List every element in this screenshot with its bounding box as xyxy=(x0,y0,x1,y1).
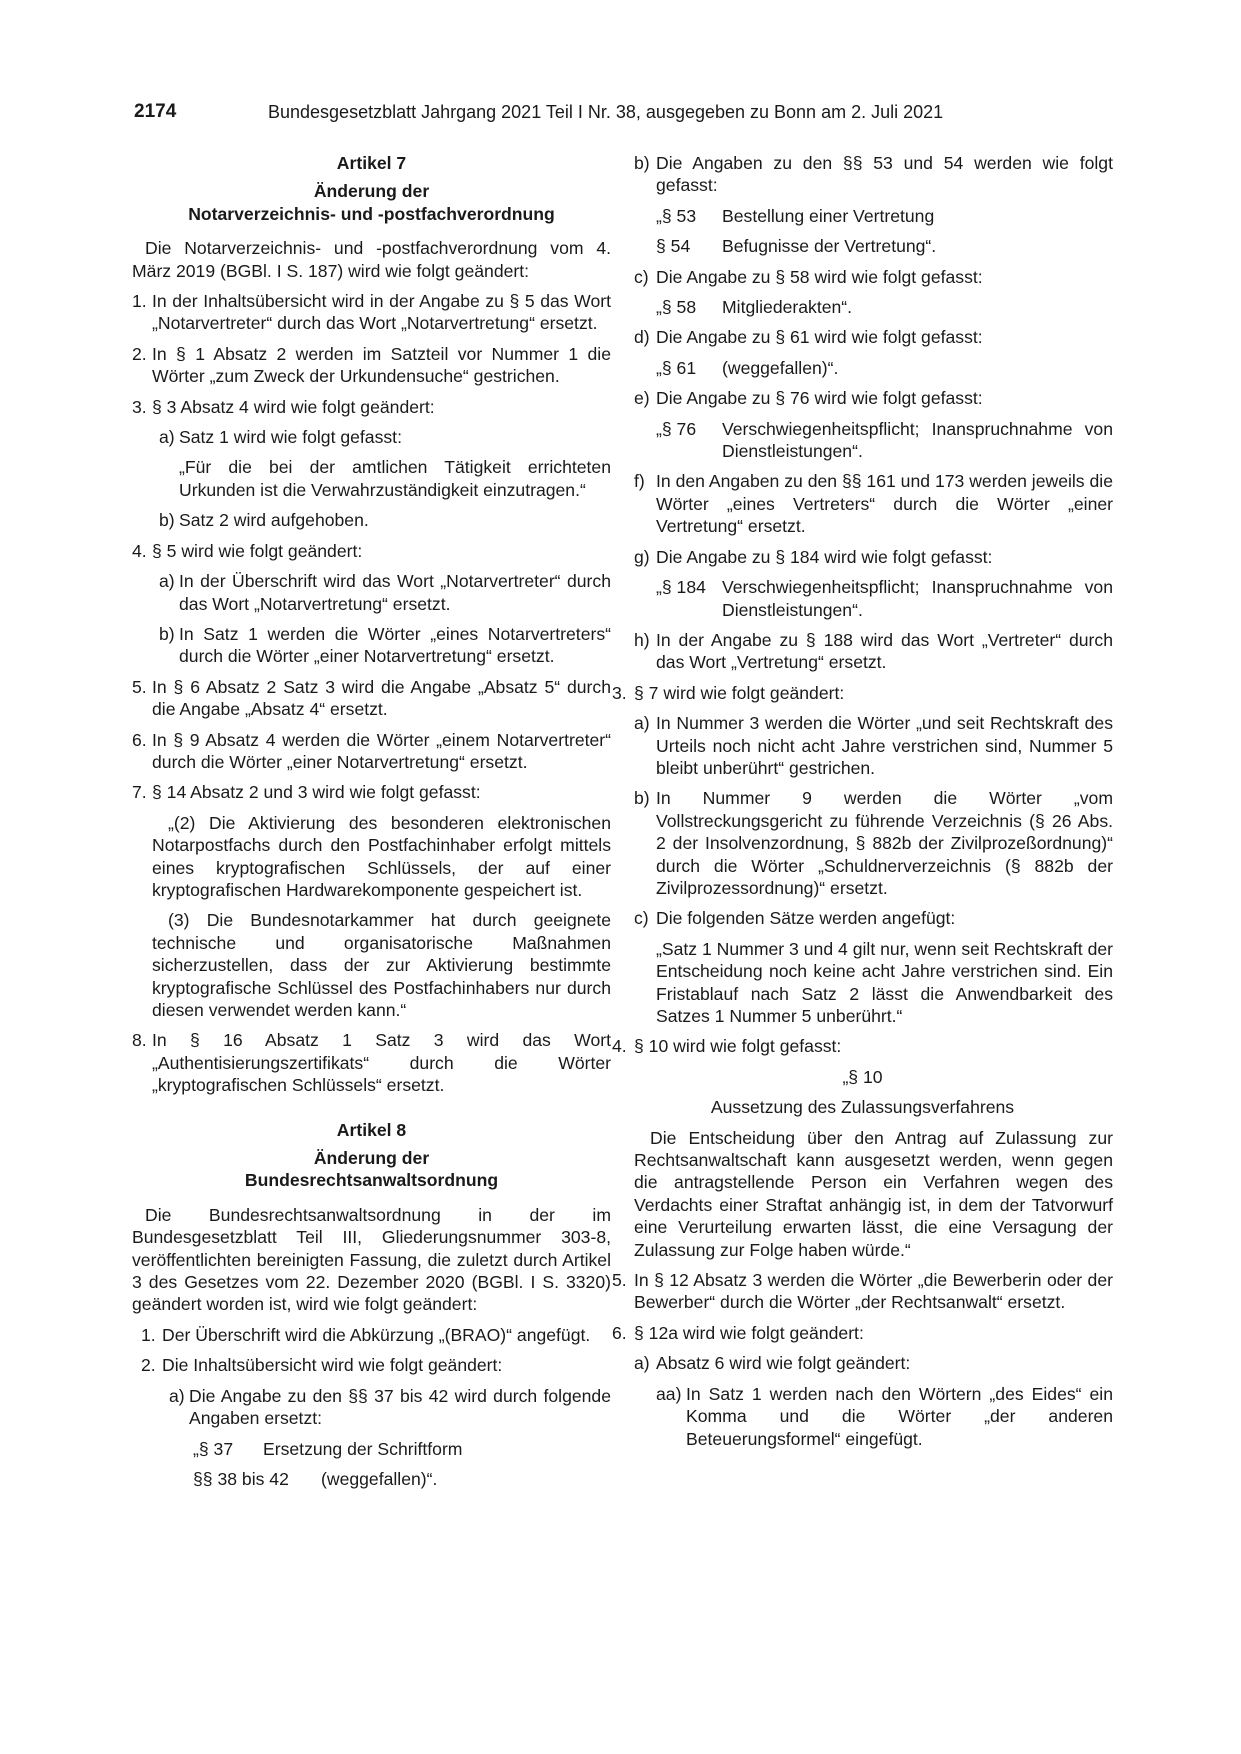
article-7-title: Artikel 7 xyxy=(336,153,407,173)
list-number: 8. xyxy=(132,1030,147,1051)
sub-list-item xyxy=(634,546,1113,568)
sub-sub-list-text: In Satz 1 werden nach den Wörtern „des Eides“ ein Komma und die Wörter „der anderen Beteuerungsformel“ eingefügt. xyxy=(686,1383,1113,1449)
list-number: 3. xyxy=(612,682,627,703)
list-text: § 3 Absatz 4 wird wie folgt geändert: xyxy=(152,396,435,417)
section-ref: §§ 38 bis 42 xyxy=(193,1468,289,1489)
list-item xyxy=(132,343,611,388)
list-text: § 7 wird wie folgt geändert: xyxy=(634,682,845,703)
table-row xyxy=(634,576,1113,621)
section-title: (weggefallen)“. xyxy=(321,1468,438,1489)
page-number: 2174 xyxy=(134,101,177,122)
sub-list-item xyxy=(634,787,1113,899)
right-column xyxy=(612,152,1113,1458)
list-item xyxy=(612,682,1113,704)
list-number: 6. xyxy=(132,729,147,750)
sub-list-item xyxy=(634,152,1113,197)
list-number: 1. xyxy=(132,291,147,312)
sub-list-item xyxy=(132,623,611,668)
sub-list-letter: e) xyxy=(634,388,650,409)
section-ref: „§ 184 xyxy=(656,577,706,598)
sub-list-letter: b) xyxy=(159,623,175,644)
list-number: 5. xyxy=(612,1270,627,1291)
list-text: § 10 wird wie folgt gefasst: xyxy=(634,1036,842,1057)
section-body: Die Entscheidung über den Antrag auf Zulassung zur Rechtsanwaltschaft kann ausgesetzt werden, wenn gegen die antragstellende Person ein Verfahren wegen des Verdachts einer Straftat anhängig ist, in dem der Tatvorwurf eine Verurteilung erwarten lässt, die eine Versagung der Zulassung zur Folge haben würde.“ xyxy=(634,1127,1113,1260)
list-item xyxy=(132,1029,611,1096)
section-title: Ersetzung der Schriftform xyxy=(263,1438,463,1459)
article-8-subtitle xyxy=(132,1147,611,1192)
list-number: 2. xyxy=(141,1355,156,1376)
list-number: 6. xyxy=(612,1322,627,1343)
article-8-subtitle-line2: Bundesrechtsanwaltsordnung xyxy=(244,1170,499,1191)
section-title: Bestellung einer Vertretung xyxy=(722,205,935,226)
sub-list-letter: c) xyxy=(634,908,649,929)
section-ref: „§ 37 xyxy=(193,1438,234,1459)
list-text: Die Inhaltsübersicht wird wie folgt geändert: xyxy=(162,1355,503,1376)
sub-list-item xyxy=(132,1385,611,1430)
list-item xyxy=(612,1035,1113,1057)
section-ref: § 54 xyxy=(656,236,691,257)
list-number: 3. xyxy=(132,396,147,417)
article-8-title: Artikel 8 xyxy=(336,1119,407,1140)
list-item xyxy=(612,1269,1113,1314)
sub-list-letter: c) xyxy=(634,266,649,287)
section-ref: „§ 76 xyxy=(656,418,697,439)
sub-list-text: Die Angabe zu § 58 wird wie folgt gefasst: xyxy=(656,266,983,287)
list-text: § 5 wird wie folgt geändert: xyxy=(152,540,363,561)
list-item xyxy=(132,1354,611,1376)
list-text: In § 9 Absatz 4 werden die Wörter „einem Notarvertreter“ durch die Wörter „einer Notarvertretung“ ersetzt. xyxy=(152,729,611,772)
list-item xyxy=(132,1324,611,1346)
sub-sub-list-item xyxy=(634,1383,1113,1450)
sub-list-item xyxy=(132,570,611,615)
list-item xyxy=(132,676,611,721)
article-8-intro: Die Bundesrechtsanwaltsordnung in der im Bundesgesetzblatt Teil III, Gliederungsnummer 303-8, veröffentlichten bereinigten Fassung, die zuletzt durch Artikel 3 des Gesetzes vom 22. Dezember 2020 (BGBl. I S. 3320) geändert worden ist, wird wie folgt geändert: xyxy=(132,1204,611,1315)
table-row xyxy=(634,418,1113,463)
article-7-subtitle-line2: Notarverzeichnis- und -postfachverordnung xyxy=(188,203,555,224)
table-row xyxy=(634,296,1113,318)
list-text: In § 12 Absatz 3 werden die Wörter „die Bewerberin oder der Bewerber“ durch die Wörter „der Rechtsanwalt“ ersetzt. xyxy=(634,1270,1113,1313)
sub-list-letter: a) xyxy=(159,571,175,592)
article-7-subtitle xyxy=(132,180,611,225)
list-number: 4. xyxy=(612,1036,627,1057)
sub-list-letter: f) xyxy=(634,471,645,492)
list-item xyxy=(132,729,611,774)
sub-list-letter: g) xyxy=(634,546,650,567)
sub-list-text: Die folgenden Sätze werden angefügt: xyxy=(656,908,956,929)
sub-list-text: Die Angaben zu den §§ 53 und 54 werden wie folgt gefasst: xyxy=(656,153,1113,196)
sub-list-item xyxy=(634,907,1113,929)
list-number: 2. xyxy=(132,343,147,364)
sub-list-text: Die Angabe zu § 184 wird wie folgt gefasst: xyxy=(656,546,993,567)
list-item xyxy=(132,540,611,562)
list-text: In § 1 Absatz 2 werden im Satzteil vor Nummer 1 die Wörter „zum Zweck der Urkundensuche“ gestrichen. xyxy=(152,343,611,387)
sub-list-text: In Nummer 9 werden die Wörter „vom Vollstreckungsgericht zu führende Verzeichnis (§ 26 Abs. 2 der Insolvenzordnung, § 882b der Zivilprozeßordnung)“ durch die Wörter „Schuldnerverzeichnis (§ 882b der Zivilprozessordnung)“ ersetzt. xyxy=(656,788,1113,898)
sub-list-text: In Satz 1 werden die Wörter „eines Notarvertreters“ durch die Wörter „einer Notarvertretung“ ersetzt. xyxy=(179,623,611,667)
sub-list-letter: b) xyxy=(159,510,175,531)
article-7-intro: Die Notarverzeichnis- und -postfachverordnung vom 4. März 2019 (BGBl. I S. 187) wird wie folgt geändert: xyxy=(132,238,611,281)
running-header: Bundesgesetzblatt Jahrgang 2021 Teil I Nr. 38, ausgegeben zu Bonn am 2. Juli 2021 xyxy=(268,102,944,122)
section-ref: „§ 58 xyxy=(656,297,697,318)
sub-list-item xyxy=(634,712,1113,779)
sub-list-letter: h) xyxy=(634,629,650,650)
sub-list-item xyxy=(132,426,611,448)
sub-list-item xyxy=(634,629,1113,674)
sub-list-item xyxy=(634,266,1113,288)
sub-list-letter: d) xyxy=(634,327,650,348)
sub-list-text: Die Angabe zu den §§ 37 bis 42 wird durch folgende Angaben ersetzt: xyxy=(189,1385,611,1429)
article-8-subtitle-line1: Änderung der xyxy=(313,1148,430,1169)
sub-list-text: In Nummer 3 werden die Wörter „und seit Rechtskraft des Urteils noch nicht acht Jahre verstrichen sind, Nummer 5 bleibt unberührt“ gestrichen. xyxy=(656,713,1113,778)
article-7-subtitle-line1: Änderung der xyxy=(313,181,430,202)
section-heading: Aussetzung des Zulassungsverfahrens xyxy=(710,1097,1015,1118)
sub-list-letter: a) xyxy=(634,713,650,734)
section-title: Verschwiegenheitspflicht; Inanspruchnahme von Dienstleistungen“. xyxy=(722,577,1113,620)
list-text: In der Inhaltsübersicht wird in der Angabe zu § 5 das Wort „Notarvertreter“ durch das Wort „Notarvertretung“ ersetzt. xyxy=(152,291,611,334)
sub-list-item xyxy=(634,387,1113,409)
list-item xyxy=(132,396,611,418)
sub-list-letter: a) xyxy=(634,1353,650,1374)
sub-list-text: In der Überschrift wird das Wort „Notarvertreter“ durch das Wort „Notarvertretung“ ersetzt. xyxy=(179,571,611,614)
sub-list-item xyxy=(634,470,1113,537)
list-text: In § 6 Absatz 2 Satz 3 wird die Angabe „Absatz 5“ durch die Angabe „Absatz 4“ ersetzt. xyxy=(152,676,611,720)
list-text: In § 16 Absatz 1 Satz 3 wird das Wort „Authentisierungszertifikats“ durch die Wörter „kryptografischen Schlüssels“ ersetzt. xyxy=(152,1030,611,1096)
list-item xyxy=(612,1322,1113,1344)
list-number: 1. xyxy=(141,1324,156,1345)
section-ref: „§ 53 xyxy=(656,205,697,226)
list-number: 5. xyxy=(132,676,147,697)
sub-list-letter: b) xyxy=(634,153,650,173)
list-number: 4. xyxy=(132,540,147,561)
list-text: § 14 Absatz 2 und 3 wird wie folgt gefasst: xyxy=(152,782,481,803)
table-row xyxy=(132,1438,611,1460)
list-text: § 12a wird wie folgt geändert: xyxy=(634,1322,864,1343)
sub-list-letter: a) xyxy=(169,1385,185,1406)
list-text: Der Überschrift wird die Abkürzung „(BRAO)“ angefügt. xyxy=(162,1324,591,1345)
table-row xyxy=(634,235,1113,257)
list-item xyxy=(132,781,611,803)
sub-list-text: In den Angaben zu den §§ 161 und 173 werden jeweils die Wörter „eines Vertreters“ durch die Wörter „einer Vertretung“ ersetzt. xyxy=(656,471,1113,537)
quoted-text: „Satz 1 Nummer 3 und 4 gilt nur, wenn seit Rechtskraft der Entscheidung noch keine acht Jahre verstrichen sind. Ein Fristablauf nach Satz 2 lässt die Anwendbarkeit des Satzes 1 Nummer 5 unberührt.“ xyxy=(656,938,1113,1026)
table-row xyxy=(634,205,1113,227)
sub-list-letter: a) xyxy=(159,427,175,448)
quoted-paragraph: (3) Die Bundesnotarkammer hat durch geeignete technische und organisatorische Maßnahmen sicherzustellen, dass der zur Aktivierung bestimmte kryptografische Schlüssel des Postfachinhabers nur durch diesen verwendet werden kann.“ xyxy=(152,910,611,1020)
sub-list-text: Satz 2 wird aufgehoben. xyxy=(179,510,369,531)
sub-list-item xyxy=(634,326,1113,348)
section-ref: „§ 61 xyxy=(656,357,697,378)
section-number: „§ 10 xyxy=(842,1066,883,1087)
sub-list-item xyxy=(132,509,611,531)
sub-list-item xyxy=(634,1352,1113,1374)
section-title: (weggefallen)“. xyxy=(722,357,839,378)
section-title: Mitgliederakten“. xyxy=(722,297,853,318)
list-item xyxy=(132,290,611,335)
sub-list-text: Satz 1 wird wie folgt gefasst: xyxy=(179,427,402,448)
sub-list-letter: b) xyxy=(634,788,650,809)
list-number: 7. xyxy=(132,782,147,803)
sub-list-text: Absatz 6 wird wie folgt geändert: xyxy=(656,1353,911,1374)
sub-list-text: Die Angabe zu § 61 wird wie folgt gefasst: xyxy=(656,327,983,348)
sub-sub-list-letter: aa) xyxy=(656,1383,682,1404)
table-row xyxy=(634,357,1113,379)
section-title: Verschwiegenheitspflicht; Inanspruchnahme von Dienstleistungen“. xyxy=(722,418,1113,462)
sub-list-text: In der Angabe zu § 188 wird das Wort „Vertreter“ durch das Wort „Vertretung“ ersetzt. xyxy=(656,629,1113,673)
section-title: Befugnisse der Vertretung“. xyxy=(722,236,937,257)
sub-list-text: Die Angabe zu § 76 wird wie folgt gefasst: xyxy=(656,388,983,409)
left-column xyxy=(132,152,611,1498)
table-row xyxy=(132,1468,611,1490)
quoted-text: „Für die bei der amtlichen Tätigkeit errichteten Urkunden ist die Verwahrzuständigkeit einzutragen.“ xyxy=(179,457,611,500)
quoted-paragraph: „(2) Die Aktivierung des besonderen elektronischen Notarpostfachs durch den Postfachinhaber erfolgt mittels eines kryptografischen Schlüssels, der auf einer kryptografischen Hardwarekomponente gespeichert ist. xyxy=(152,812,611,900)
